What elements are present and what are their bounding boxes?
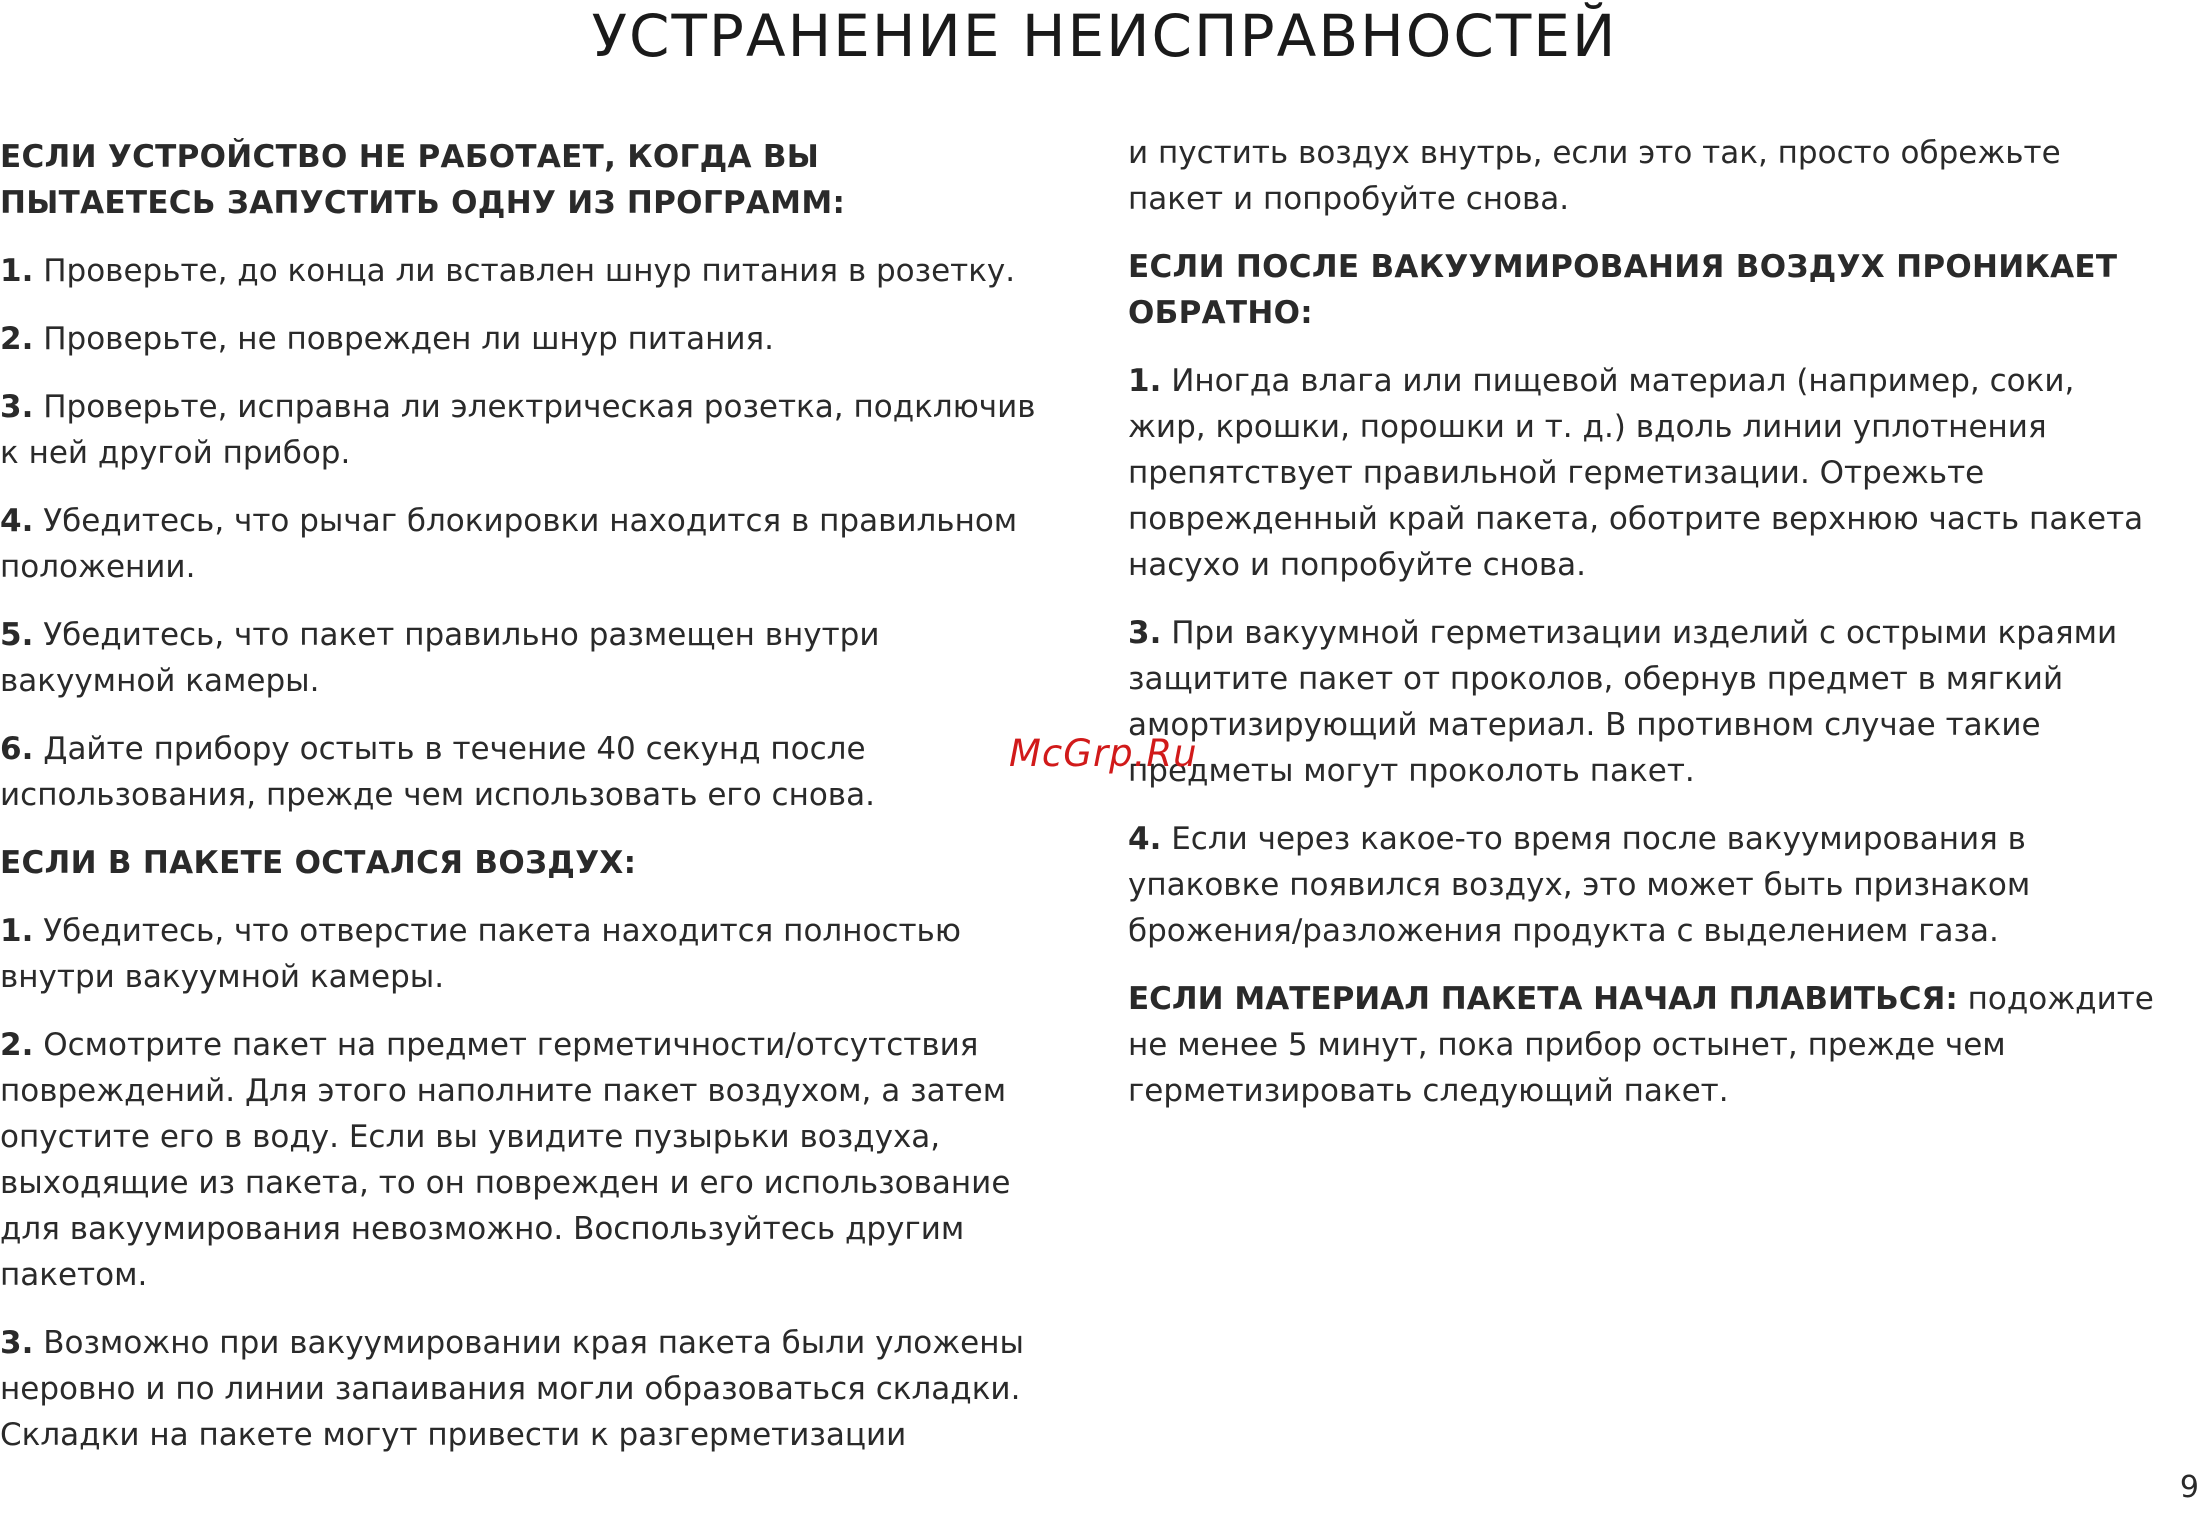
melting-text: подождите не менее 5 минут, пока прибор остынет, прежде чем герметизировать следующий пакет. bbox=[1128, 981, 2154, 1109]
list-item bbox=[1128, 816, 2158, 954]
item-number: 3. bbox=[1128, 615, 1162, 651]
item-text: Убедитесь, что отверстие пакета находится полностью внутри вакуумной камеры. bbox=[0, 913, 961, 995]
item-text: Проверьте, исправна ли электрическая розетка, подключив к ней другой прибор. bbox=[0, 389, 1036, 471]
item-number: 6. bbox=[0, 731, 34, 767]
page-number: 9 bbox=[2179, 1470, 2199, 1505]
left-column bbox=[0, 134, 1040, 1480]
item-text: Возможно при вакуумировании края пакета были уложены неровно и по линии запаивания могли образоваться складки. Складки на пакете могут привести к разгерметизации bbox=[0, 1325, 1024, 1453]
list-item bbox=[0, 1022, 1040, 1298]
list-item bbox=[1128, 358, 2158, 588]
item-text: Дайте прибору остыть в течение 40 секунд после использования, прежде чем использовать его снова. bbox=[0, 731, 875, 813]
item-number: 5. bbox=[0, 617, 34, 653]
item-number: 2. bbox=[0, 1027, 34, 1063]
item-number: 3. bbox=[0, 1325, 34, 1361]
item-number: 4. bbox=[1128, 821, 1162, 857]
watermark: McGrp.Ru bbox=[1009, 732, 1198, 775]
item-text: Проверьте, не поврежден ли шнур питания. bbox=[43, 321, 775, 357]
item-number: 1. bbox=[1128, 363, 1162, 399]
section-heading-air-returns: ЕСЛИ ПОСЛЕ ВАКУУМИРОВАНИЯ ВОЗДУХ ПРОНИКАЕТ ОБРАТНО: bbox=[1128, 249, 2118, 331]
list-item bbox=[0, 908, 1040, 1000]
list-item bbox=[0, 498, 1040, 590]
item-text: Осмотрите пакет на предмет герметичности/отсутствия повреждений. Для этого наполните пакет воздухом, а затем опустите его в воду. Если вы увидите пузырьки воздуха, выходящие из пакета, то он поврежден и его использование для вакуумирования невозможно. Воспользуйтесь другим пакетом. bbox=[0, 1027, 1011, 1293]
list-item bbox=[0, 316, 1040, 362]
item-text: При вакуумной герметизации изделий с острыми краями защитите пакет от проколов, обернув предмет в мягкий амортизирующий материал. В противном случае такие предметы могут проколоть пакет. bbox=[1128, 615, 2118, 789]
item-number: 4. bbox=[0, 503, 34, 539]
list-item bbox=[0, 726, 1040, 818]
item-text: Если через какое-то время после вакуумирования в упаковке появился воздух, это может быть признаком брожения/разложения продукта с выделением газа. bbox=[1128, 821, 2031, 949]
item-text: Убедитесь, что пакет правильно размещен внутри вакуумной камеры. bbox=[0, 617, 880, 699]
list-item bbox=[0, 384, 1040, 476]
item-number: 1. bbox=[0, 913, 34, 949]
item-number: 2. bbox=[0, 321, 34, 357]
right-column bbox=[1128, 134, 2158, 1136]
item-number: 3. bbox=[0, 389, 34, 425]
list-item bbox=[0, 248, 1040, 294]
continuation-text: и пустить воздух внутрь, если это так, просто обрежьте пакет и попробуйте снова. bbox=[1128, 135, 2061, 217]
section-heading-device-not-working: ЕСЛИ УСТРОЙСТВО НЕ РАБОТАЕТ, КОГДА ВЫ ПЫТАЕТЕСЬ ЗАПУСТИТЬ ОДНУ ИЗ ПРОГРАММ: bbox=[0, 139, 846, 221]
item-number: 1. bbox=[0, 253, 34, 289]
melting-paragraph bbox=[1128, 976, 2158, 1114]
list-item bbox=[0, 612, 1040, 704]
item-text: Иногда влага или пищевой материал (например, соки, жир, крошки, порошки и т. д.) вдоль линии уплотнения препятствует правильной герметизации. Отрежьте поврежденный край пакета, оботрите верхнюю часть пакета насухо и попробуйте снова. bbox=[1128, 363, 2144, 583]
page-title: УСТРАНЕНИЕ НЕИСПРАВНОСТЕЙ bbox=[591, 2, 1618, 70]
list-item bbox=[0, 1320, 1040, 1458]
list-item bbox=[1128, 610, 2158, 794]
section-heading-air-in-bag: ЕСЛИ В ПАКЕТЕ ОСТАЛСЯ ВОЗДУХ: bbox=[0, 845, 637, 881]
section-heading-bag-melting: ЕСЛИ МАТЕРИАЛ ПАКЕТА НАЧАЛ ПЛАВИТЬСЯ: bbox=[1128, 981, 1958, 1017]
item-text: Убедитесь, что рычаг блокировки находится в правильном положении. bbox=[0, 503, 1018, 585]
item-text: Проверьте, до конца ли вставлен шнур питания в розетку. bbox=[43, 253, 1016, 289]
